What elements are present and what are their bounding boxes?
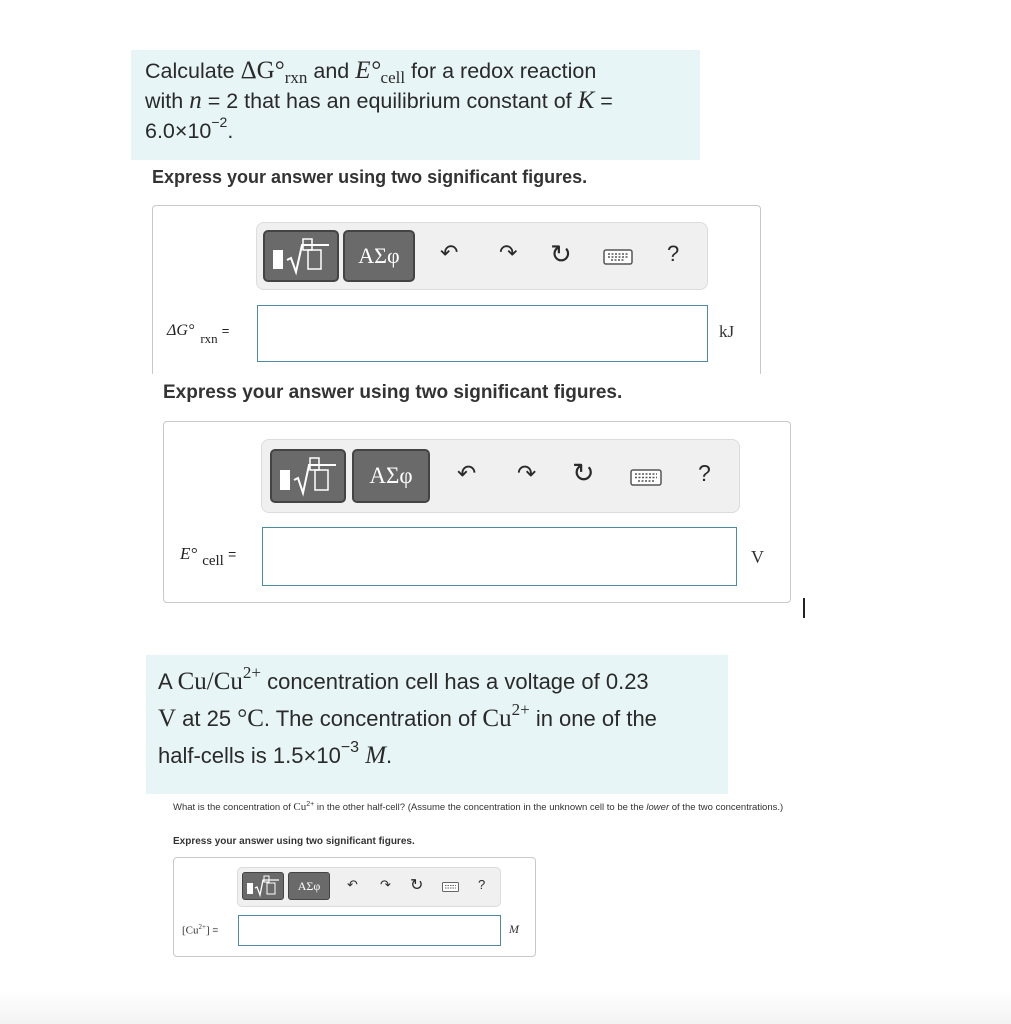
k-symbol: K bbox=[577, 87, 595, 114]
label-equals: = bbox=[228, 546, 237, 562]
problem-1-prompt bbox=[131, 50, 700, 160]
rxn-subscript: rxn bbox=[284, 68, 308, 87]
help-button[interactable]: ? bbox=[698, 460, 711, 486]
p2-text: concentration cell has a voltage of 0.23 bbox=[260, 669, 649, 694]
p1-text: = bbox=[594, 89, 613, 113]
redo-icon[interactable]: ↷ bbox=[499, 240, 518, 265]
cu-symbol: Cu bbox=[482, 705, 512, 732]
concentration-value: half-cells is 1.5×10 bbox=[158, 743, 341, 768]
delta-g-symbol: ΔG° bbox=[240, 57, 285, 84]
undo-icon[interactable]: ↶ bbox=[457, 460, 477, 486]
question-text bbox=[173, 799, 813, 814]
reset-icon[interactable]: ↻ bbox=[410, 877, 424, 894]
p1-text: for a redox reaction bbox=[405, 59, 597, 83]
text-cursor bbox=[803, 598, 805, 618]
math-toolbar bbox=[261, 439, 740, 513]
templates-button[interactable] bbox=[270, 449, 346, 503]
unit-kj: kJ bbox=[719, 322, 735, 341]
volt-symbol: V bbox=[158, 705, 177, 732]
fraction-sqrt-template-icon bbox=[243, 873, 283, 899]
cell-subscript: cell bbox=[380, 68, 406, 87]
page-bottom-edge bbox=[0, 990, 1011, 1024]
q-text: in the other half-cell? (Assume the concentration in the unknown cell to be the bbox=[314, 802, 647, 814]
answer-panel-e-cell bbox=[163, 421, 791, 603]
label-bracket-cu: [Cu bbox=[182, 924, 199, 937]
greek-symbols-button[interactable]: ΑΣφ bbox=[343, 230, 415, 282]
p2-text: . The concentration of bbox=[263, 706, 483, 731]
e-cell-answer-input[interactable] bbox=[262, 527, 737, 586]
label-symbol: E° bbox=[180, 544, 198, 563]
k-exponent: −2 bbox=[211, 114, 228, 130]
p2-text: at 25 bbox=[176, 706, 238, 731]
help-button[interactable]: ? bbox=[667, 241, 680, 266]
fraction-sqrt-template-icon bbox=[265, 232, 337, 280]
n-symbol: n bbox=[189, 87, 202, 114]
math-toolbar bbox=[237, 867, 501, 907]
p1-text: Calculate bbox=[145, 59, 241, 83]
instruction-1: Express your answer using two significant figures. bbox=[152, 167, 588, 187]
templates-button[interactable] bbox=[263, 230, 339, 282]
cu-charge: 2+ bbox=[242, 663, 261, 682]
instruction-2: Express your answer using two significant figures. bbox=[163, 382, 623, 403]
p2-text: in one of the bbox=[529, 706, 657, 731]
cu-charge: 2+ bbox=[511, 700, 530, 719]
concentration-exponent: −3 bbox=[340, 739, 360, 756]
answer-panel-cu-concentration bbox=[173, 857, 536, 957]
p2-text: . bbox=[386, 743, 393, 768]
p1-text: and bbox=[307, 59, 356, 83]
fraction-sqrt-template-icon bbox=[272, 451, 344, 501]
label-subscript: cell bbox=[202, 553, 224, 569]
answer-panel-delta-g bbox=[152, 205, 761, 374]
label-subscript: rxn bbox=[200, 331, 218, 346]
redo-icon[interactable]: ↷ bbox=[517, 460, 537, 486]
redo-icon[interactable]: ↷ bbox=[380, 877, 391, 892]
q-text: of the two concentrations.) bbox=[669, 802, 784, 814]
greek-symbols-button[interactable]: ΑΣφ bbox=[288, 872, 330, 900]
cu-concentration-label bbox=[182, 923, 218, 937]
undo-icon[interactable]: ↶ bbox=[347, 877, 358, 892]
delta-g-answer-input[interactable] bbox=[257, 305, 708, 362]
keyboard-icon[interactable] bbox=[442, 882, 459, 892]
undo-icon[interactable]: ↶ bbox=[440, 240, 459, 265]
label-charge: 2+ bbox=[198, 923, 206, 931]
label-symbol: ΔG° bbox=[167, 322, 195, 339]
instruction-3: Express your answer using two significant figures. bbox=[173, 836, 415, 847]
keyboard-icon[interactable] bbox=[630, 469, 662, 486]
p2-text: A bbox=[158, 669, 178, 694]
keyboard-icon[interactable] bbox=[603, 249, 633, 265]
k-value: 6.0×10 bbox=[145, 119, 212, 143]
label-equals: = bbox=[212, 925, 219, 937]
problem-2-prompt bbox=[146, 655, 728, 794]
label-bracket: ] bbox=[205, 924, 210, 937]
cu-charge: 2+ bbox=[306, 801, 315, 808]
p1-text: with bbox=[145, 89, 190, 113]
cu-symbol: Cu bbox=[293, 801, 307, 814]
e-cell-symbol: E° bbox=[355, 57, 381, 84]
e-cell-label bbox=[180, 544, 236, 570]
q-text: What is the concentration of bbox=[173, 802, 294, 814]
p1-text: . bbox=[227, 119, 234, 143]
cu-concentration-answer-input[interactable] bbox=[238, 915, 501, 946]
delta-g-label bbox=[167, 322, 229, 347]
templates-button[interactable] bbox=[242, 872, 284, 900]
unit-molar: M bbox=[509, 922, 519, 936]
q-lower: lower bbox=[646, 802, 670, 814]
p1-text: = 2 that has an equilibrium constant of bbox=[201, 89, 578, 113]
unit-v: V bbox=[751, 547, 764, 567]
reset-icon[interactable]: ↻ bbox=[572, 458, 595, 488]
label-equals: = bbox=[221, 323, 230, 338]
math-toolbar bbox=[256, 222, 708, 290]
celsius-symbol: °C bbox=[237, 705, 264, 732]
reset-icon[interactable]: ↻ bbox=[550, 239, 572, 269]
molar-symbol: M bbox=[365, 742, 387, 769]
help-button[interactable]: ? bbox=[478, 877, 486, 892]
cu-couple: Cu/Cu bbox=[177, 668, 243, 695]
greek-symbols-button[interactable]: ΑΣφ bbox=[352, 449, 430, 503]
